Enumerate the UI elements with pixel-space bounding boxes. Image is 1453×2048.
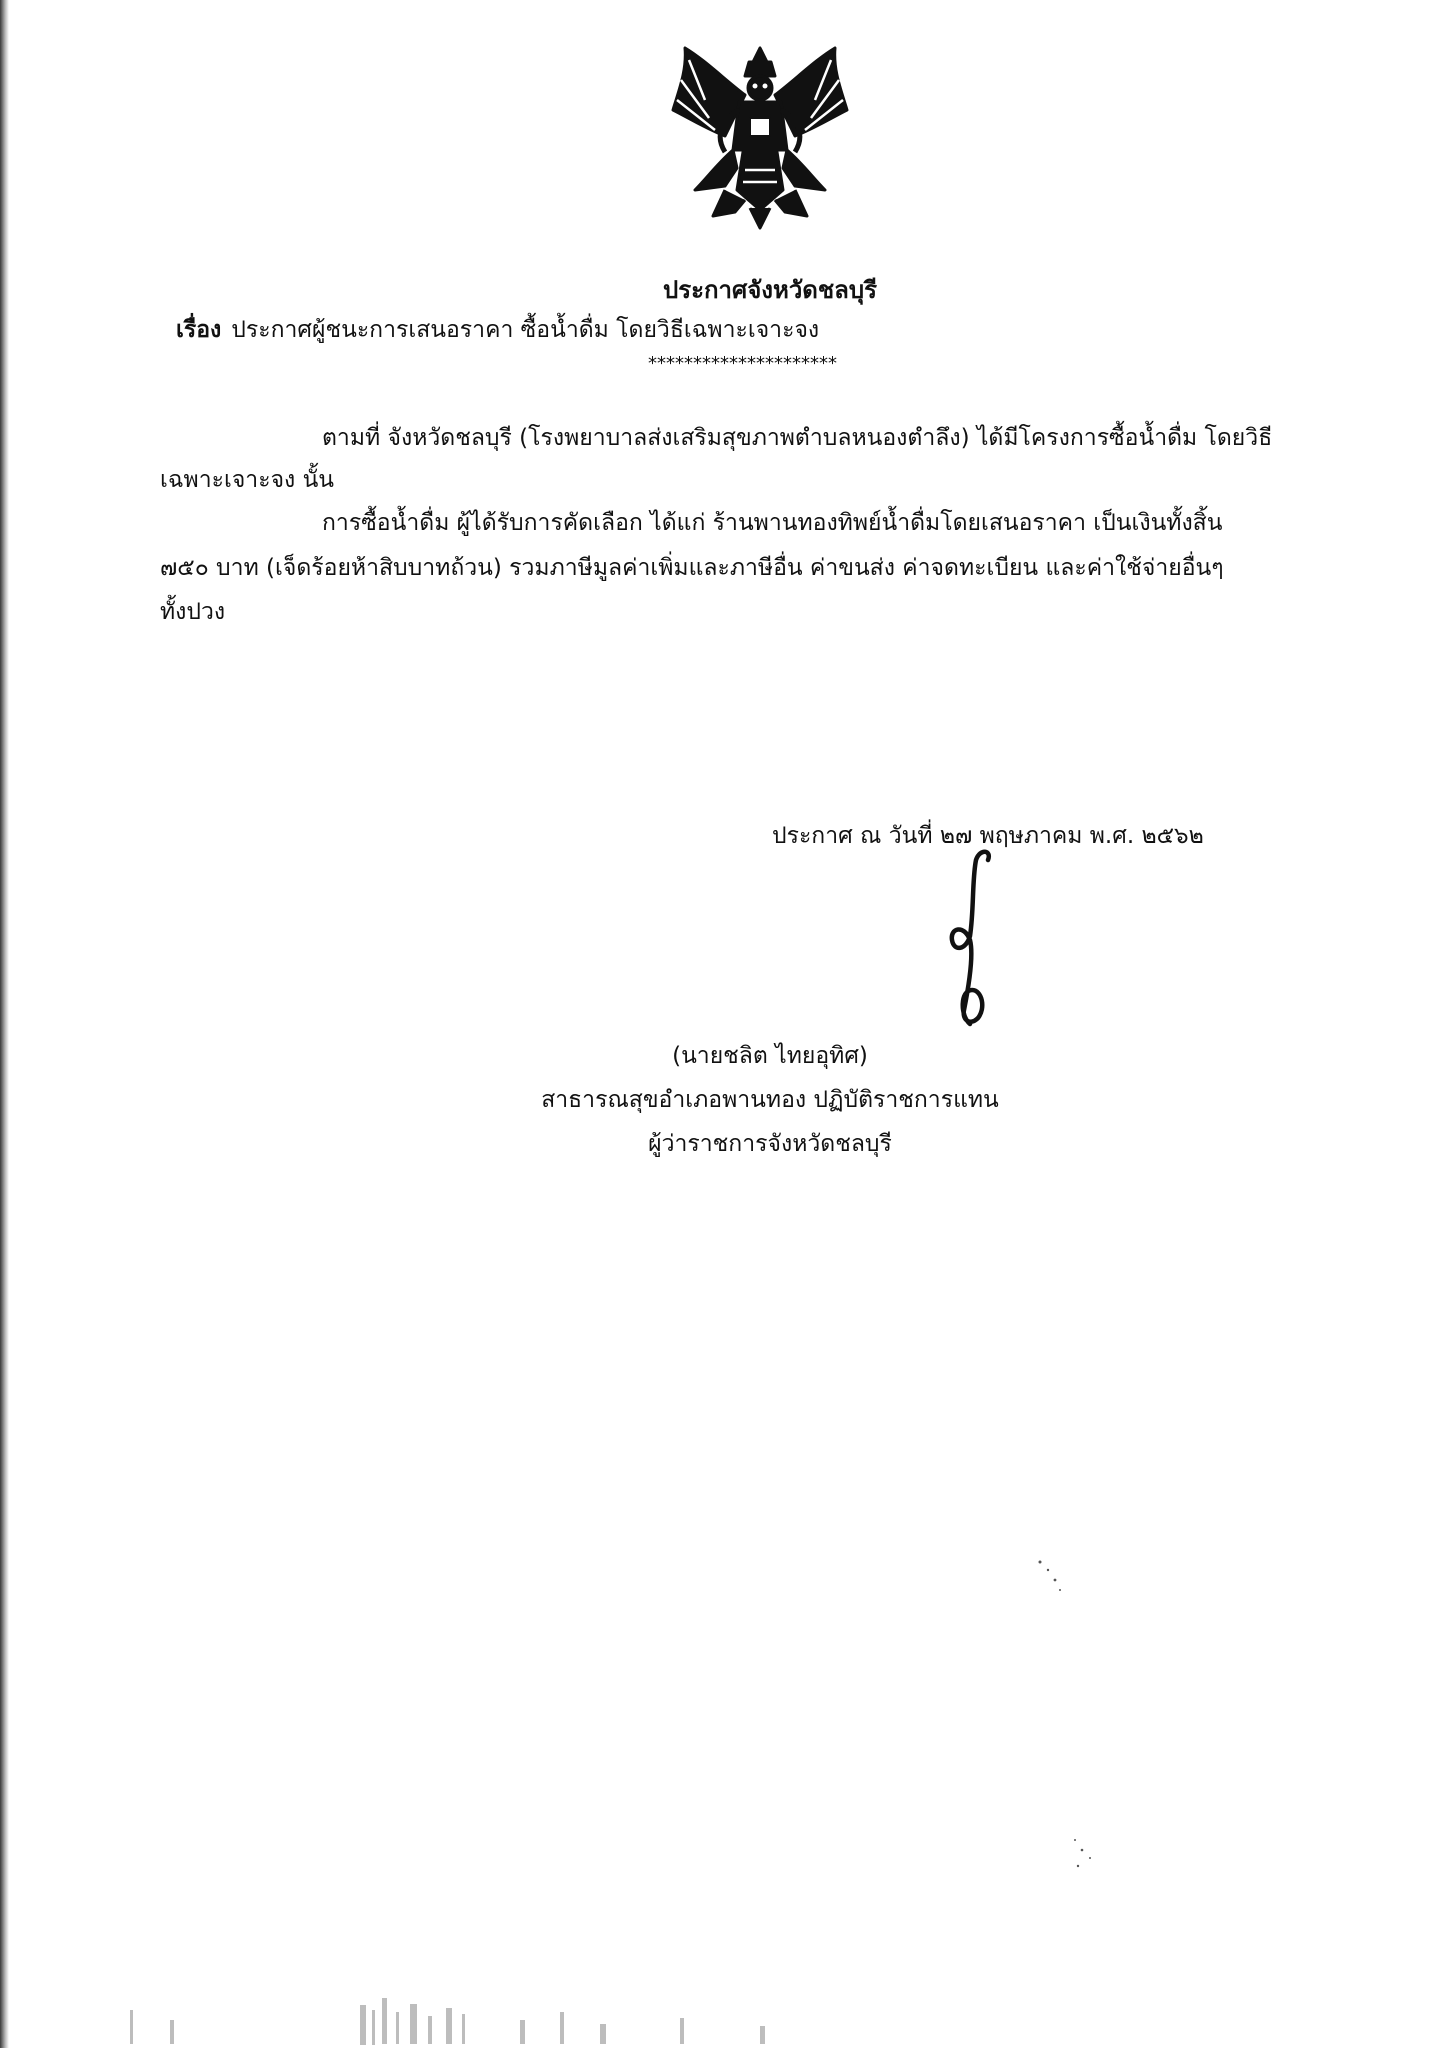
- document-title: ประกาศจังหวัดชลบุรี: [662, 276, 878, 304]
- title-separator: *********************: [648, 353, 837, 374]
- subject-label: เรื่อง: [176, 317, 222, 343]
- signatory-authority: ผู้ว่าราชการจังหวัดชลบุรี: [648, 1131, 892, 1157]
- signatory-name: (นายชลิต ไทยอุทิศ): [672, 1043, 868, 1069]
- paragraph-2-line-1: การซื้อน้ำดื่ม ผู้ได้รับการคัดเลือก ได้แก่ ร้านพานทองทิพย์น้ำดื่มโดยเสนอราคา เป็นเงินทั้งสิ้น: [322, 510, 1223, 536]
- paragraph-2-line-2: ๗๕๐ บาท (เจ็ดร้อยห้าสิบบาทถ้วน) รวมภาษีมูลค่าเพิ่มและภาษีอื่น ค่าขนส่ง ค่าจดทะเบียน และค่าใช้จ่ายอื่นๆ: [160, 555, 1224, 581]
- document-subject: [176, 312, 819, 348]
- paragraph-1-line-2: เฉพาะเจาะจง นั้น: [160, 467, 335, 493]
- subject-text: ประกาศผู้ชนะการเสนอราคา ซื้อน้ำดื่ม โดยวิธีเฉพาะเจาะจง: [231, 317, 820, 343]
- handwritten-signature: [930, 840, 1010, 1040]
- signatory-position: สาธารณสุขอำเภอพานทอง ปฏิบัติราชการแทน: [541, 1087, 999, 1113]
- paragraph-1-line-1: ตามที่ จังหวัดชลบุรี (โรงพยาบาลส่งเสริมสุขภาพตำบลหนองตำลึง) ได้มีโครงการซื้อน้ำดื่ม โดยวิธี: [322, 425, 1273, 451]
- paragraph-2-line-3: ทั้งปวง: [160, 599, 226, 625]
- garuda-emblem-icon: [665, 40, 855, 235]
- announcement-dateline: ประกาศ ณ วันที่ ๒๗ พฤษภาคม พ.ศ. ๒๕๖๒: [772, 823, 1204, 849]
